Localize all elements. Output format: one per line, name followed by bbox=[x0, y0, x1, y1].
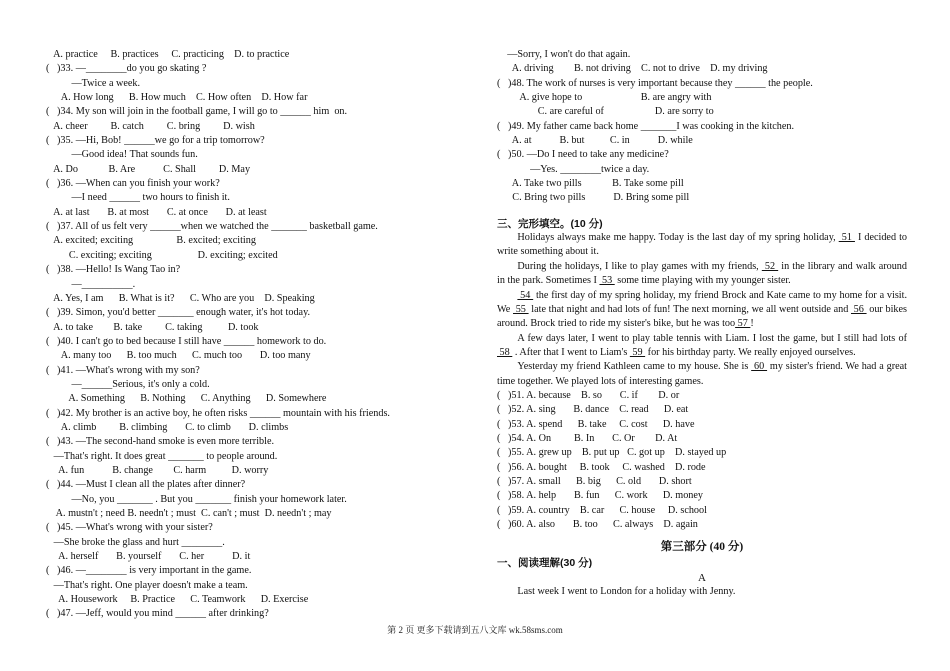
cloze-blank: 54 bbox=[517, 289, 534, 301]
question-line: —That's right. It does great _______ to people around. bbox=[46, 450, 278, 462]
cloze-blank: 59 bbox=[629, 346, 646, 358]
cloze-paragraph: Yesterday my friend Kathleen came to my house. She is 60 my sister's friend. We had a great time together. We played lots of interesting games. bbox=[497, 361, 907, 387]
question-line: —Yes. ________twice a day. bbox=[497, 163, 650, 175]
question-line: A. cheer B. catch C. bring D. wish bbox=[46, 120, 255, 132]
reading-section-title: 一、阅读理解(30 分) bbox=[497, 557, 593, 570]
cloze-section-title: 三、完形填空。(10 分) bbox=[497, 217, 603, 230]
question-line: A. at B. but C. in D. while bbox=[497, 135, 693, 147]
page-footer: 第 2 页 更多下载请到五八文库 wk.58sms.com bbox=[387, 625, 563, 635]
cloze-options bbox=[497, 389, 907, 532]
reading-passage-letter: A bbox=[698, 571, 706, 584]
question-line: ( )47. —Jeff, would you mind ______ after drinking? bbox=[46, 608, 269, 620]
question-line: ( )44. —Must I clean all the plates after dinner? bbox=[46, 479, 246, 491]
question-line: ( )48. The work of nurses is very important because they ______ the people. bbox=[497, 77, 813, 89]
question-line: ( )35. —Hi, Bob! ______we go for a trip tomorrow? bbox=[46, 135, 265, 147]
cloze-paragraph: Holidays always make me happy. Today is the last day of my spring holiday, 51 I decided to write something about it. bbox=[497, 232, 907, 258]
question-line: A. give hope to B. are angry with bbox=[497, 92, 712, 104]
question-line: —No, you _______ . But you _______ finish your homework later. bbox=[46, 493, 347, 505]
cloze-option-line: ( )55. A. grew up B. put up C. got up D. stayed up bbox=[497, 447, 727, 459]
part3-title: 第三部分 (40 分) bbox=[660, 541, 744, 554]
question-line: A. practice B. practices C. practicing D. to practice bbox=[46, 49, 290, 60]
question-line: ( )39. Simon, you'd better _______ enough water, it's hot today. bbox=[46, 307, 311, 319]
question-line: ( )41. —What's wrong with my son? bbox=[46, 364, 200, 376]
question-line: A. to take B. take C. taking D. took bbox=[46, 321, 259, 333]
cloze-blank: 56 bbox=[850, 303, 867, 315]
question-line: —I need ______ two hours to finish it. bbox=[46, 192, 230, 204]
cloze-blank: 51 bbox=[838, 232, 855, 244]
question-line: A. at last B. at most C. at once D. at least bbox=[46, 206, 267, 218]
question-line: —Sorry, I won't do that again. bbox=[497, 49, 631, 60]
question-line: ( )43. —The second-hand smoke is even more terrible. bbox=[46, 436, 275, 448]
question-line: ( )37. All of us felt very ______when we watched the _______ basketball game. bbox=[46, 221, 378, 233]
cloze-option-line: ( )54. A. On B. In C. Or D. At bbox=[497, 432, 678, 444]
question-line: ( )38. —Hello! Is Wang Tao in? bbox=[46, 264, 181, 276]
cloze-blank: 58 bbox=[497, 346, 513, 358]
cloze-option-line: ( )57. A. small B. big C. old D. short bbox=[497, 475, 692, 487]
question-line: ( )49. My father came back home _______I was cooking in the kitchen. bbox=[497, 120, 795, 132]
question-line: A. driving B. not driving C. not to drive D. my driving bbox=[497, 63, 768, 75]
question-line: A. many too B. too much C. much too D. too many bbox=[46, 350, 311, 362]
question-line: —She broke the glass and hurt ________. bbox=[46, 536, 225, 548]
question-line: A. Do B. Are C. Shall D. May bbox=[46, 163, 251, 175]
cloze-option-line: ( )60. A. also B. too C. always D. again bbox=[497, 519, 698, 530]
question-line: A. How long B. How much C. How often D. How far bbox=[46, 92, 308, 104]
cloze-blank: 55 bbox=[513, 303, 529, 315]
question-line: —______Serious, it's only a cold. bbox=[46, 378, 210, 390]
question-line: C. are careful of D. are sorry to bbox=[497, 106, 714, 118]
right-column bbox=[497, 48, 907, 599]
question-line: ( )46. —________ is very important in the game. bbox=[46, 565, 252, 577]
cloze-option-line: ( )58. A. help B. fun C. work D. money bbox=[497, 490, 703, 502]
question-line: —Twice a week. bbox=[46, 77, 141, 89]
cloze-option-line: ( )59. A. country B. car C. house D. school bbox=[497, 504, 707, 516]
cloze-paragraph: 54 the first day of my spring holiday, my friend Brock and Kate came to my home for a visit. We 55 late that night and had lots of fun! The next morning, we all went outside and 56 our bikes around. Brock tried to ride my sister's bike, but he was too 57 ! bbox=[497, 289, 907, 330]
cloze-option-line: ( )52. A. sing B. dance C. read D. eat bbox=[497, 404, 689, 416]
cloze-option-line: ( )53. A. spend B. take C. cost D. have bbox=[497, 418, 695, 430]
cloze-blank: 57 bbox=[735, 318, 751, 330]
question-line: —That's right. One player doesn't make a team. bbox=[46, 579, 248, 591]
question-line: A. climb B. climbing C. to climb D. climbs bbox=[46, 421, 289, 433]
question-line: C. Bring two pills D. Bring some pill bbox=[497, 192, 690, 204]
question-line: ( )33. —________do you go skating ? bbox=[46, 63, 207, 75]
question-line: ( )40. I can't go to bed because I still have ______ homework to do. bbox=[46, 335, 327, 347]
cloze-option-line: ( )56. A. bought B. took C. washed D. rode bbox=[497, 461, 706, 473]
question-line: A. fun B. change C. harm D. worry bbox=[46, 464, 269, 476]
cloze-blank: 52 bbox=[761, 260, 779, 272]
cloze-passage bbox=[497, 231, 907, 389]
question-line: —Good idea! That sounds fun. bbox=[46, 149, 198, 161]
question-line: A. Take two pills B. Take some pill bbox=[497, 178, 684, 190]
cloze-option-line: ( )51. A. because B. so C. if D. or bbox=[497, 389, 680, 401]
question-line: C. exciting; exciting D. exciting; excited bbox=[46, 249, 278, 261]
cloze-paragraph: During the holidays, I like to play games with my friends, 52 in the library and walk around in the park. Sometimes I 53 some time playing with my younger sister. bbox=[497, 260, 907, 287]
question-line: A. Housework B. Practice C. Teamwork D. Exercise bbox=[46, 594, 309, 606]
cloze-paragraph: A few days later, I went to play table tennis with Liam. I lost the game, but I still had lots of 58 . After that I went to Liam's 59 for his birthday party. We really enjoyed ourselves. bbox=[497, 332, 907, 358]
left-column bbox=[46, 48, 466, 622]
question-line: A. Yes, I am B. What is it? C. Who are you D. Speaking bbox=[46, 292, 315, 304]
question-line: A. excited; exciting B. excited; exciting bbox=[46, 235, 256, 247]
question-line: ( )42. My brother is an active boy, he often risks ______ mountain with his friends. bbox=[46, 407, 390, 419]
reading-first-line: Last week I went to London for a holiday with Jenny. bbox=[517, 586, 736, 598]
questions-48-50 bbox=[497, 48, 907, 206]
question-line: ( )34. My son will join in the football game, I will go to ______ him on. bbox=[46, 106, 348, 118]
question-line: —__________. bbox=[46, 278, 136, 290]
question-line: A. Something B. Nothing C. Anything D. Somewhere bbox=[46, 393, 327, 405]
question-line: A. herself B. yourself C. her D. it bbox=[46, 551, 251, 563]
question-line: A. mustn't ; need B. needn't ; must C. can't ; must D. needn't ; may bbox=[46, 508, 332, 519]
cloze-blank: 53 bbox=[599, 275, 615, 287]
question-line: ( )50. —Do I need to take any medicine? bbox=[497, 149, 669, 161]
question-line: ( )36. —When can you finish your work? bbox=[46, 178, 220, 190]
question-line: ( )45. —What's wrong with your sister? bbox=[46, 522, 213, 534]
cloze-blank: 60 bbox=[751, 361, 768, 373]
